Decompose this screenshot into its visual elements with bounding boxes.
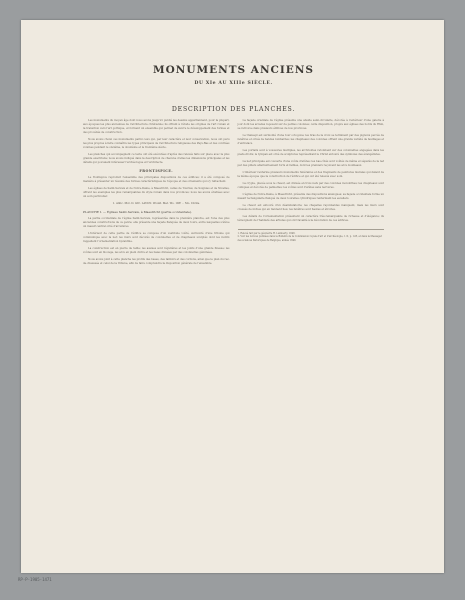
paragraph: La crypte, placée sous le chœur, est divisée en trois nefs par des colonnes monolithes; les chapiteaux sont cubiques et décorés de palmettes; les voûtes sont d'arêtes sans nervures. bbox=[237, 182, 384, 189]
paragraph: L'église de Notre-Dame, à Maestricht, présente des dispositions analogues; sa façade occidentale forme un massif rectangulaire flanqué de deux tourelles cylindriques renfermant les escaliers. bbox=[237, 193, 384, 200]
footnotes bbox=[238, 229, 385, 242]
document-subtitle: DU XIe AU XIIIe SIÈCLE. bbox=[194, 81, 273, 86]
section-title: DESCRIPTION DES PLANCHES. bbox=[171, 106, 296, 113]
paragraph: La construction est en pierre de taille; les assises sont régulières et les joints d'une grande finesse; les voûtes sont en blocage, les arcs en plein cintre et les baies divisées par des colonnettes géminées. bbox=[83, 247, 230, 254]
paragraph: Les monuments du moyen âge dont nous avons jusqu'ici publié les dessins appartiennent, pour la plupart, aux époques les plus anciennes de l'architecture chrétienne; ils offrent à l'étude les origines de l'art roman et la transition vers l'art gothique, et forment un ensemble qui permet de suivre le développement des formes et des procédés de construction. bbox=[83, 119, 230, 134]
paragraph: Les détails de l'ornementation présentent un caractère très-remarquable de richesse et d'élégance; ils témoignent de l'habileté des artistes qui ont travaillé à la décoration de ces édifices. bbox=[237, 215, 384, 222]
paragraph: Les planches qui accompagnent ce texte ont été exécutées d'après des relevés faits sur place avec la plus grande exactitude; nous avons indiqué dans la description de chacune d'elles les dimensions principales et les détails qui pouvaient intéresser l'archéologue et l'architecte. bbox=[83, 153, 230, 164]
text-columns bbox=[83, 119, 384, 269]
right-column bbox=[238, 119, 385, 269]
paragraph: Les portails sont à voussures multiples, les archivoltes retombent sur des colonnettes engagées dans les pieds-droits; le tympan est orné de sculptures représentant le Christ entouré des symboles des évangélistes. bbox=[237, 149, 384, 156]
paragraph: Nous avons joint à cette planche les profils des bases, des tailloirs et des cordons, ainsi que le plan du rez-de-chaussée et celui de la tribune, afin de faire comprendre la disposition générale de l'ensemble. bbox=[83, 258, 230, 265]
footnote: 1. Relevé fait par le géomètre H. Lamberty, 1848. bbox=[237, 232, 296, 235]
plate-title: PLANCHE I. — Églises Saint-Servais, à Maestricht (partie occidentale). bbox=[83, 210, 192, 214]
paragraph: L'intérieur de cette partie de l'édifice se compose d'un vestibule voûté, surmonté d'une tribune qui communique avec la nef; les murs sont décorés de colonnettes et de chapiteaux sculptés dont les motifs rappellent l'ornementation byzantine. bbox=[83, 232, 230, 243]
paragraph: La façade orientale de l'église présente une abside semi-circulaire, décorée à l'extérieur d'une galerie à jour dont les arcades reposent sur de petites colonnes; cette disposition, propre aux églises des bords du Rhin, se retrouve dans plusieurs édifices de nos provinces. bbox=[237, 119, 384, 130]
paragraph: Le transept est surmonté d'une tour octogone; les bras de la croix se terminent par des pignons percés de fenêtres et ornés de bandes lombardes; les chapiteaux des colonnes offrent une grande variété de feuillages et d'entrelacs. bbox=[237, 134, 384, 145]
archive-marker: RP-P-1905-1471 bbox=[18, 577, 52, 582]
frontispiece-heading: FRONTISPICE. bbox=[139, 169, 174, 173]
paragraph: L'intérieur renferme plusieurs monuments funéraires et des fragments de peintures murales qui datent de la même époque que la construction de l'édifice et qui ont été relevés avec soin. bbox=[237, 171, 384, 178]
paragraph: Le frontispice reproduit l'ensemble des principales dispositions de ces édifices; il a été composé de manière à présenter un résumé des formes caractéristiques de l'époque et des ornements qui s'y rattachent. bbox=[83, 176, 230, 183]
left-column bbox=[83, 119, 230, 269]
paragraph: Nous avons choisi ces monuments parmi ceux qui, par leur caractère et leur conservation, nous ont paru les plus propres à faire connaître les types principaux de l'architecture religieuse des Pays-Bas et des contrées voisines pendant le onzième, le douzième et le treizième siècle. bbox=[83, 138, 230, 149]
footnote: 2. Voir les notices publiées dans le Bulletin de la Commission royale d'art et d'archéologie, t. II, p. 128, et dans le Messager des sciences historiques de Belgique, année 1840. bbox=[237, 235, 382, 242]
caption-line: 1. Antic. Mot. D. GIC. LAVUN. Would. Met. Wo. 1DE . . Mo. 1022a. bbox=[112, 202, 200, 205]
paragraph: Les églises de Saint-Servais et de Notre-Dame, à Maestricht, celles de Tournai, de Soignies et de Nivelles, offrent les exemples les plus remarquables du style roman dans nos provinces; nous les avons étudiées avec un soin particulier. bbox=[83, 187, 230, 198]
paragraph: La partie occidentale de l'église Saint-Servais, représentée dans la première planche, est l'une des plus anciennes constructions de ce genre; elle présente une façade flanquée de deux tours, entre lesquelles s'élève un massif central orné d'arcatures. bbox=[83, 217, 230, 228]
paragraph: La nef principale est couverte d'une voûte d'arêtes; les bas-côtés sont voûtés de même et séparés de la nef par des piliers alternativement forts et faibles, dont les premiers reçoivent les arcs doubleaux. bbox=[237, 160, 384, 167]
paper-sheet bbox=[21, 20, 444, 573]
paragraph: Le chœur est entouré d'un déambulatoire; les chapelles rayonnantes manquent, mais les murs sont creusés de niches qui en tiennent lieu; les fenêtres sont hautes et étroites. bbox=[237, 204, 384, 211]
document-page bbox=[83, 54, 384, 554]
document-title: MONUMENTS ANCIENS bbox=[153, 64, 314, 76]
